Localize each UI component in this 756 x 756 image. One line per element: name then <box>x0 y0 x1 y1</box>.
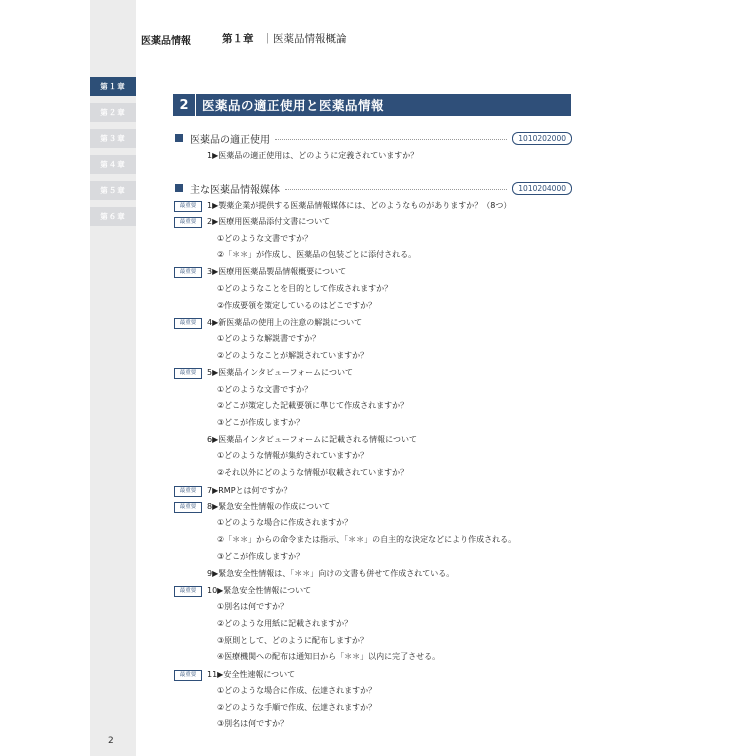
question-line: 1▶製薬企業が提供する医薬品情報媒体には、どのようなものがありますか？（8つ） <box>207 201 512 210</box>
question-line: 4▶新医薬品の使用上の注意の解説について <box>207 318 363 327</box>
subsection-heading <box>175 181 572 195</box>
book-title: 医薬品情報 <box>141 36 191 47</box>
answer-line: ①どのような文書ですか？ <box>217 234 313 243</box>
chapter-tab-5[interactable]: 第５章 <box>90 181 136 200</box>
question-line: 11▶安全性速報について <box>207 670 296 679</box>
page-number: 2 <box>108 736 114 746</box>
answer-line: ③別名は何ですか？ <box>217 719 289 728</box>
section-divider <box>195 94 196 116</box>
answer-line: ③どこが作成しますか？ <box>217 552 305 561</box>
square-bullet-icon <box>175 184 183 192</box>
section-title: 医薬品の適正使用と医薬品情報 <box>202 98 385 113</box>
leader-dots <box>285 189 507 190</box>
importance-badge: 最重要 <box>174 670 202 681</box>
question-line: 7▶RMPとは何ですか？ <box>207 486 292 495</box>
chapter-tab-4[interactable]: 第４章 <box>90 155 136 174</box>
answer-line: ①どのような場合に作成、伝達されますか？ <box>217 686 377 695</box>
question-line: 10▶緊急安全性情報について <box>207 586 312 595</box>
question-line: 5▶医薬品インタビューフォームについて <box>207 368 353 377</box>
answer-line: ②どのような用紙に記載されますか？ <box>217 619 353 628</box>
question-line: 9▶緊急安全性情報は、「＊＊」向けの文書も併せて作成されている。 <box>207 569 455 578</box>
importance-badge: 最重要 <box>174 267 202 278</box>
answer-line: ①どのような文書ですか？ <box>217 385 313 394</box>
answer-line: ④医療機関への配布は通知日から「＊＊」以内に完了させる。 <box>217 652 441 661</box>
importance-badge: 最重要 <box>174 201 202 212</box>
answer-line: ②「＊＊」からの命令または指示、「＊＊」の自主的な決定などにより作成される。 <box>217 535 517 544</box>
subsection-code: 1010204000 <box>512 182 572 195</box>
answer-line: ①どのような解説書ですか？ <box>217 334 321 343</box>
leader-dots <box>275 139 507 140</box>
importance-badge: 最重要 <box>174 217 202 228</box>
question-line: 1▶医薬品の適正使用は、どのように定義されていますか？ <box>207 151 419 160</box>
chapter-tab-2[interactable]: 第２章 <box>90 103 136 122</box>
chapter-tab-6[interactable]: 第６章 <box>90 207 136 226</box>
importance-badge: 最重要 <box>174 586 202 597</box>
answer-line: ③どこが作成しますか？ <box>217 418 305 427</box>
section-heading <box>173 94 571 116</box>
square-bullet-icon <box>175 134 183 142</box>
answer-line: ①どのような情報が集約されていますか？ <box>217 451 369 460</box>
answer-line: ②「＊＊」が作成し、医薬品の包装ごとに添付される。 <box>217 250 417 259</box>
question-line: 2▶医療用医薬品添付文書について <box>207 217 331 226</box>
question-line: 6▶医薬品インタビューフォームに記載される情報について <box>207 435 417 444</box>
subsection-title: 医薬品の適正使用 <box>190 134 270 146</box>
chapter-tab-3[interactable]: 第３章 <box>90 129 136 148</box>
chapter-tab-1[interactable]: 第１章 <box>90 77 136 96</box>
answer-line: ②どのような手順で作成、伝達されますか？ <box>217 703 377 712</box>
answer-line: ②それ以外にどのような情報が収載されていますか？ <box>217 468 409 477</box>
answer-line: ①どのような場合に作成されますか？ <box>217 518 353 527</box>
answer-line: ②どこが策定した記載要領に準じて作成されますか？ <box>217 401 409 410</box>
importance-badge: 最重要 <box>174 368 202 379</box>
answer-line: ②作成要領を策定しているのはどこですか？ <box>217 301 377 310</box>
answer-line: ②どのようなことが解説されていますか？ <box>217 351 369 360</box>
header-separator: ｜ <box>262 33 273 45</box>
importance-badge: 最重要 <box>174 502 202 513</box>
subsection-code: 1010202000 <box>512 132 572 145</box>
answer-line: ③原則として、どのように配布しますか？ <box>217 636 369 645</box>
section-number: 2 <box>179 97 189 113</box>
importance-badge: 最重要 <box>174 318 202 329</box>
subsection-heading <box>175 131 572 145</box>
subsection-title: 主な医薬品情報媒体 <box>190 184 280 196</box>
question-line: 3▶医療用医薬品製品情報概要について <box>207 267 347 276</box>
answer-line: ①どのようなことを目的として作成されますか？ <box>217 284 393 293</box>
chapter-label: 第１章 <box>222 33 254 45</box>
importance-badge: 最重要 <box>174 486 202 497</box>
chapter-title: 医薬品情報概論 <box>273 33 347 45</box>
answer-line: ①別名は何ですか？ <box>217 602 289 611</box>
question-line: 8▶緊急安全性情報の作成について <box>207 502 331 511</box>
